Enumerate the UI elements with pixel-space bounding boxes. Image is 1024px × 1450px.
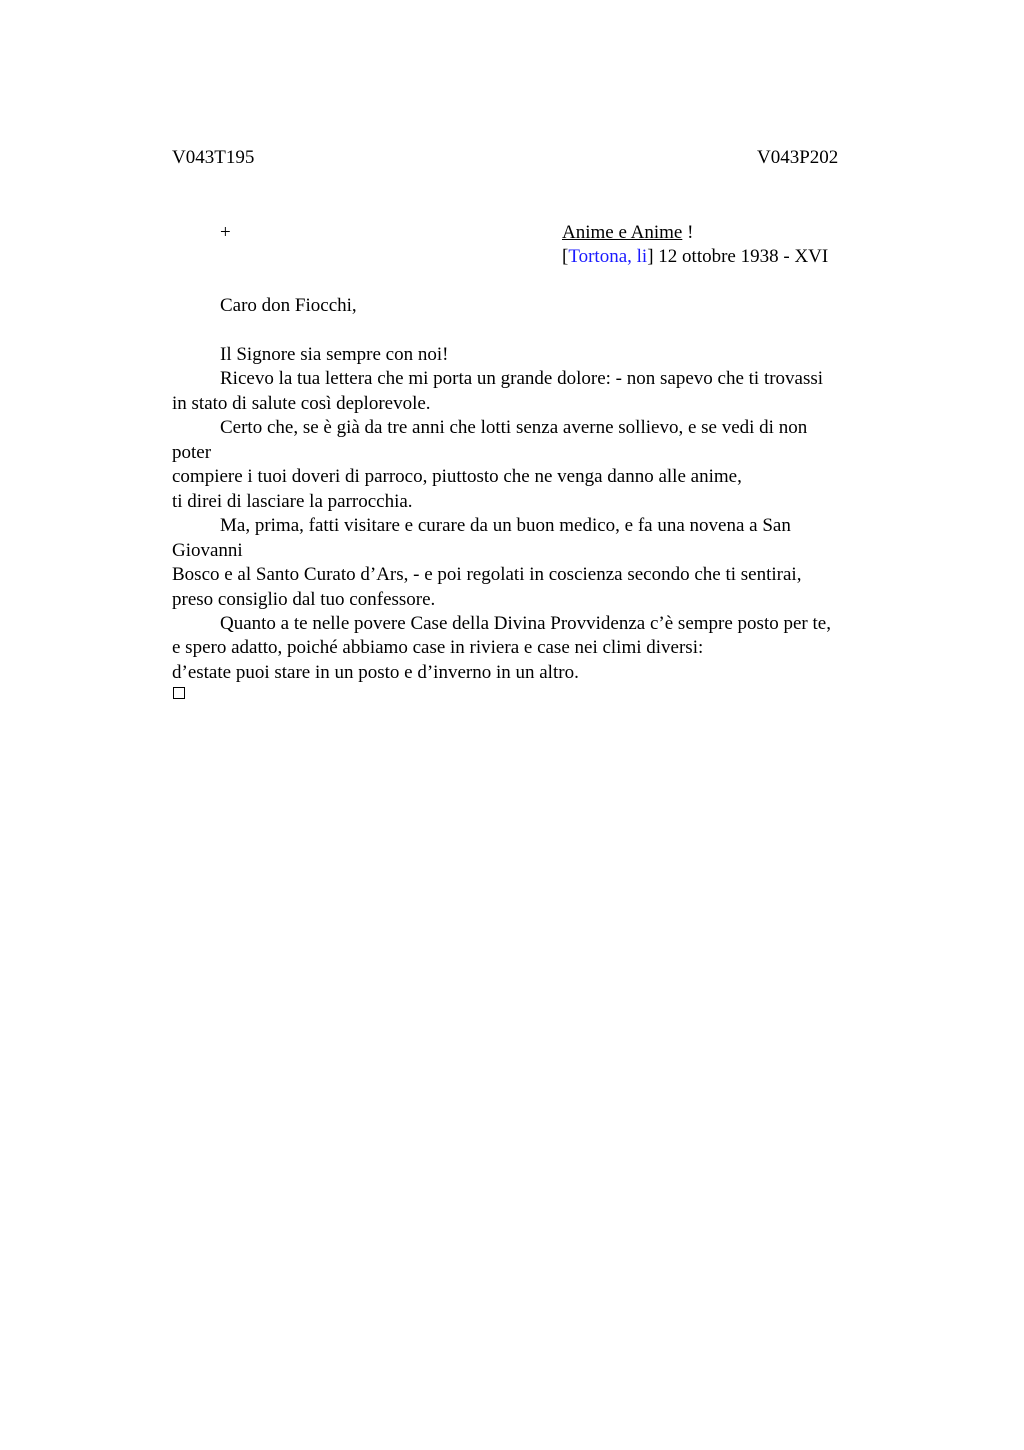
body-line: ti direi di lasciare la parrocchia. [172,491,413,512]
cross-symbol: + [220,222,231,243]
body-line: poter [172,442,212,463]
dateline-date: ] 12 ottobre 1938 - XVI [647,246,829,267]
body-line: Il Signore sia sempre con noi! [220,344,449,365]
body-line: compiere i tuoi doveri di parroco, piuttosto che ne venga danno alle anime, [172,466,742,487]
body-line: Certo che, se è già da tre anni che lotti senza averne sollievo, e se vedi di non [220,417,808,438]
body-line: Quanto a te nelle povere Case della Divina Provvidenza c’è sempre posto per te, [220,613,831,634]
body-line: Ricevo la tua lettera che mi porta un grande dolore: - non sapevo che ti trovassi [220,368,824,389]
body-line: in stato di salute così deplorevole. [172,393,431,414]
body-line: d’estate puoi stare in un posto e d’inverno in un altro. [172,662,579,683]
letter-title-suffix: ! [682,222,694,243]
body-line: preso consiglio dal tuo confessore. [172,589,436,610]
dateline [562,245,828,269]
document-code-right: V043P202 [757,147,839,168]
square-marker-icon [173,687,185,699]
dateline-place: Tortona, li [568,246,648,267]
body-line: Giovanni [172,540,243,561]
letter-title-underlined: Anime e Anime [562,222,683,243]
document-code-left: V043T195 [172,147,255,168]
body-line: Bosco e al Santo Curato d’Ars, - e poi regolati in coscienza secondo che ti sentirai, [172,564,802,585]
letter-title [562,221,693,245]
dateline-open-bracket: [ [562,246,569,267]
body-line: Ma, prima, fatti visitare e curare da un buon medico, e fa una novena a San [220,515,791,536]
salutation: Caro don Fiocchi, [220,295,357,316]
body-line: e spero adatto, poiché abbiamo case in riviera e case nei climi diversi: [172,637,704,658]
